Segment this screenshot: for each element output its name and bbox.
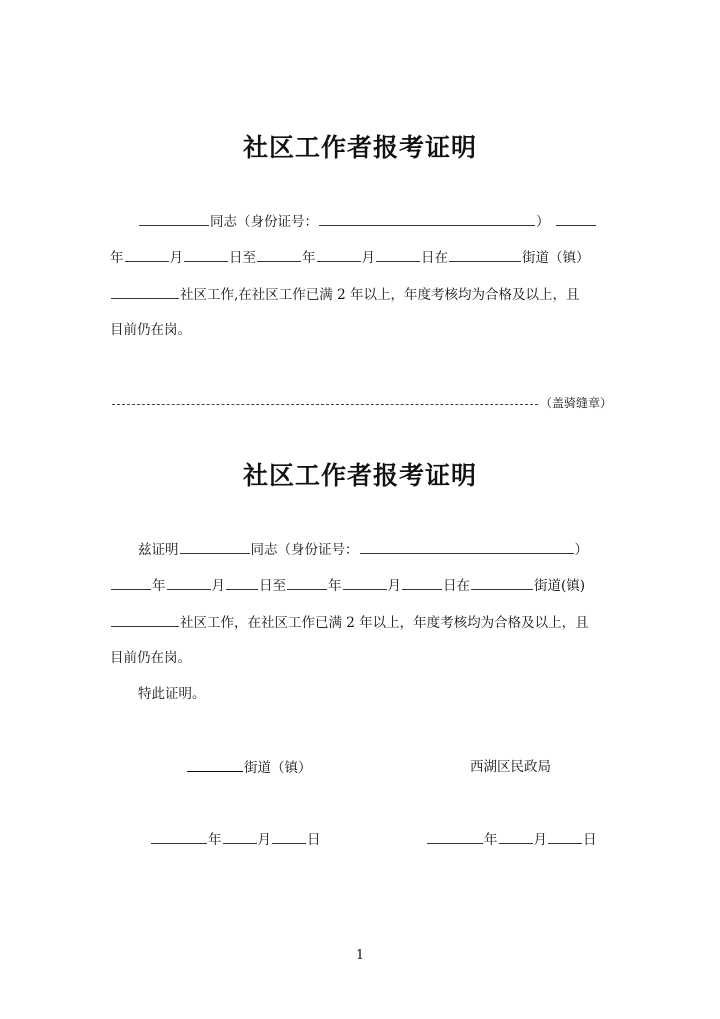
month-label: 月 (211, 578, 225, 594)
blank (287, 576, 327, 590)
comrade-label: 同志（身份证号： (210, 214, 318, 230)
section1-line2 (110, 248, 590, 267)
section2-line2 (110, 576, 585, 595)
blank (343, 576, 387, 590)
name-blank (139, 212, 209, 226)
close-paren: ） (536, 214, 550, 230)
date-right (426, 830, 597, 849)
section1-line1 (138, 212, 597, 231)
month-label: 月 (533, 832, 547, 848)
blank (167, 576, 211, 590)
blank (257, 248, 301, 262)
blank (402, 576, 442, 590)
comrade-label: 同志（身份证号： (250, 542, 359, 558)
seam-dashed-line (112, 404, 538, 405)
sign-right: 西湖区民政局 (470, 759, 551, 775)
street-sign-label: 街道（镇） (244, 760, 312, 776)
blank (376, 248, 420, 262)
section1-line4: 目前仍在岗。 (110, 322, 191, 338)
blank (125, 248, 169, 262)
year-label: 年 (208, 832, 222, 848)
street-label: 街道(镇) (534, 578, 586, 594)
blank (471, 576, 533, 590)
section2-line4: 目前仍在岗。 (110, 650, 191, 666)
street-sign-blank (187, 758, 243, 772)
name-blank (180, 540, 250, 554)
section1-line3 (110, 285, 579, 304)
work-statement: 社区工作，在社区工作已满 2 年以上，年度考核均为合格及以上，且 (180, 615, 589, 631)
month-label: 月 (169, 250, 183, 266)
day-label: 日 (307, 832, 321, 848)
certify-label: 兹证明 (138, 542, 179, 558)
year-label: 年 (110, 250, 124, 266)
id-blank (360, 540, 574, 554)
page-number: 1 (355, 948, 365, 963)
blank (226, 576, 258, 590)
blank (427, 830, 483, 844)
year-label: 年 (302, 250, 316, 266)
month-label: 月 (361, 250, 375, 266)
day-to-label: 日至 (259, 578, 286, 594)
year-label: 年 (328, 578, 342, 594)
day-to-label: 日至 (229, 250, 256, 266)
year-label: 年 (484, 832, 498, 848)
blank (499, 830, 533, 844)
work-statement: 社区工作,在社区工作已满 2 年以上，年度考核均为合格及以上，且 (180, 287, 580, 303)
blank (184, 248, 228, 262)
section2-line3 (110, 613, 589, 632)
day-at-label: 日在 (443, 578, 470, 594)
section2-line1 (138, 540, 588, 559)
id-blank (319, 212, 535, 226)
section2-title: 社区工作者报考证明 (242, 461, 477, 490)
community-blank (111, 613, 179, 627)
section2-line5: 特此证明。 (138, 686, 206, 702)
month-label: 月 (257, 832, 271, 848)
day-label: 日 (583, 832, 597, 848)
trailing-blank (556, 212, 596, 226)
sign-left (186, 758, 312, 777)
close-paren: ） (574, 542, 588, 558)
blank (548, 830, 582, 844)
street-label: 街道（镇） (522, 250, 590, 266)
section1-title: 社区工作者报考证明 (242, 133, 477, 162)
date-left (150, 830, 321, 849)
blank (317, 248, 361, 262)
blank (223, 830, 257, 844)
seam-label: （盖骑缝章） (540, 396, 613, 410)
year-label: 年 (152, 578, 166, 594)
community-blank (111, 285, 179, 299)
blank (449, 248, 521, 262)
blank (111, 576, 151, 590)
day-at-label: 日在 (421, 250, 448, 266)
blank (272, 830, 306, 844)
blank (151, 830, 207, 844)
month-label: 月 (387, 578, 401, 594)
